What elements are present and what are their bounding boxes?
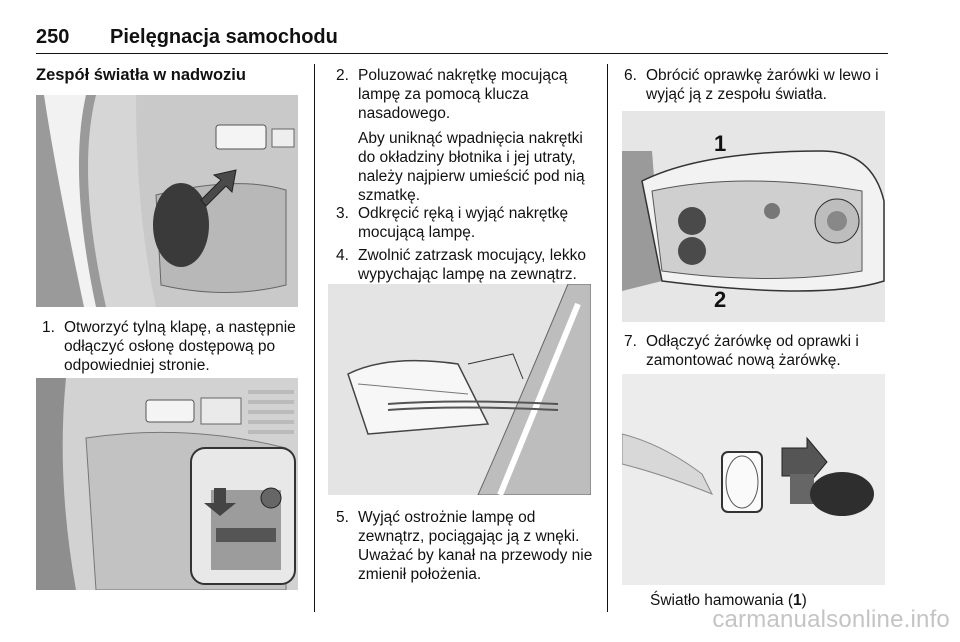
- step-text: Obrócić oprawkę żarówki w lewo i wyjąć ją z zespołu światła.: [646, 67, 879, 103]
- step-7: [624, 332, 886, 370]
- step-number: 2.: [336, 67, 349, 84]
- step-text: Poluzować nakrętkę mocującą lampę za pomocą klucza nasadowego.: [358, 67, 568, 122]
- step-number: 3.: [336, 205, 349, 222]
- figure-trunk-access-cover: [36, 95, 298, 307]
- step-1: [42, 318, 304, 375]
- page-title: Pielęgnacja samochodu: [110, 26, 338, 48]
- header-rule: [36, 53, 888, 54]
- step-number: 4.: [336, 247, 349, 264]
- step-text: Wyjąć ostrożnie lampę od zewnątrz, pociągając ją z wnęki. Uważać by kanał na przewody nie zmienił położenia.: [358, 509, 593, 583]
- step-5: [336, 508, 598, 584]
- figure-bulb-replacement: [622, 374, 885, 585]
- column-divider-right: [607, 64, 608, 612]
- page-number: 250: [36, 26, 70, 48]
- caption-prefix: Światło hamowania (: [650, 592, 794, 609]
- step-2: [336, 66, 594, 205]
- figure-lamp-unit-bulbs: [622, 111, 885, 322]
- step-number: 7.: [624, 333, 637, 350]
- step-number: 6.: [624, 67, 637, 84]
- step-text: Zwolnić zatrzask mocujący, lekko wypychając lampę na zewnątrz.: [358, 247, 586, 283]
- callout-2: 2: [714, 287, 727, 312]
- step-number: 1.: [42, 319, 55, 336]
- step-text: Odkręcić ręką i wyjąć nakrętkę mocującą lampę.: [358, 205, 569, 241]
- step-note: Aby uniknąć wpadnięcia nakrętki do okładziny błotnika i jej utraty, należy najpierw umieścić pod nią szmatkę.: [358, 130, 585, 204]
- watermark: carmanualsonline.info: [712, 606, 950, 633]
- caption-bold: 1: [793, 592, 802, 609]
- callout-1: 1: [714, 131, 727, 156]
- column-divider-left: [314, 64, 315, 612]
- figure-lamp-removal: [328, 284, 591, 495]
- section-heading: Zespół światła w nadwoziu: [36, 66, 246, 84]
- step-3: [336, 204, 594, 242]
- step-text: Otworzyć tylną klapę, a następnie odłączyć osłonę dostępową po odpowiedniej stronie.: [64, 319, 296, 374]
- step-number: 5.: [336, 509, 349, 526]
- step-text: Odłączyć żarówkę od oprawki i zamontować nową żarówkę.: [646, 333, 859, 369]
- figure-trunk-nut-detail: [36, 378, 298, 590]
- step-4: [336, 246, 598, 284]
- caption-suffix: ): [801, 592, 807, 609]
- step-6: [624, 66, 892, 104]
